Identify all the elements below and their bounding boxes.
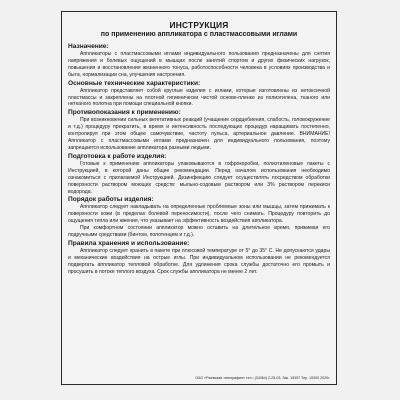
section-heading: Основные технические характеристики: xyxy=(68,79,201,87)
section-heading: Назначение: xyxy=(68,43,109,50)
section-storage xyxy=(68,240,330,276)
section-paragraph: Аппликатор следует хранить в пакете при плюсовой температуре от 5° до 35° С. Не допускаются удары и механические воздействия на острые иглы. При индивидуальном использовании не рекомендуется подвергать аппликатор тепловой обработке. Для удлинения срока службы достаточно его промыть и просушить в потоке теплого воздуха. Срок службы аппликатора не менее 2 лет. xyxy=(68,247,330,275)
document-subtitle: по применению аппликатора с пластмассовыми иглами xyxy=(100,31,298,38)
section-specs xyxy=(68,80,330,109)
section-paragraph: Аппликаторы с пластмассовыми иглами индивидуального пользования предназначены для снятия напряжения и болевых ощущений в мышцах после занятий спортом и других физических нагрузок, повышения и восстановления жизненного тонуса, работоспособности человека в условиях производства и быта, нормализации сна, улучшения настроения. xyxy=(68,51,330,78)
printer-footer: ОАО «Ржевская типография» тел.: (34364) 2-25-03, Зак. 15397 Тир. 10000 2020г. xyxy=(195,376,330,380)
document-title: ИНСТРУКЦИЯ xyxy=(169,20,229,30)
section-paragraph: При комфортном состоянии аппликатор можно оставить на длительное время, прижимая его подручными средствами (бинтом, полотенцем и т.д.). xyxy=(68,225,330,239)
section-heading: Подготовка к работе изделия: xyxy=(68,152,167,160)
section-heading: Порядок работы изделия: xyxy=(68,196,154,204)
section-purpose xyxy=(68,43,330,79)
section-usage xyxy=(68,196,330,239)
section-paragraph: Аппликатор следует накладывать на определенные проблемные зоны или мышцы, затем прижимать к поверхности кожи (в пределах болевой переносимости), после чего снимать. Процедуру повторить до ощущения тепла или жжения, что указывает на эффективность воздействия аппликатора. xyxy=(68,204,330,225)
section-paragraph: При возникновении сильных вегетативных реакций (учащение сердцебиения, слабость, головокружение и т.д.) процедуру прекратить, в время и интенсивность последующих процедур наращивать постепенно, контролируя при этом общее самочувствие, частоту пульса, артериальное давление. ВНИМАНИЕ! Аппликатор с пластмассовыми иглами предназначен для индивидуального пользования, поэтому запрещается использование аппликатора разными людьми. xyxy=(68,117,330,151)
section-preparation xyxy=(68,153,330,196)
section-heading: Правила хранения и использование: xyxy=(68,239,190,247)
instruction-frame xyxy=(61,11,337,385)
section-paragraph: Аппликатор представляет собой круглые изделия с иглами, которые изготовлены из нетоксичной пластмассы и закреплены на плотной гигиенически чистой основе-пленке из полиэтилена, тканого или нетканого полотна при помощи специальной кнопки. xyxy=(68,87,330,108)
section-paragraph: Готовые к применению аппликаторы упаковываются в гофрокоробки, полиэтиленовые пакеты с Инструкцией, в которой даны общие рекомендации. Перед началом использования необходимо ознакомиться с прилагаемой Инструкцией. Дезинфекцию следует осуществлять посредством обработки поверхности раствором моющих средств: мыльно-содовым раствором или 3% раствором перекиси водорода. xyxy=(68,160,330,195)
section-contraindications xyxy=(68,109,330,152)
section-heading: Противопоказания к применению: xyxy=(68,109,181,117)
